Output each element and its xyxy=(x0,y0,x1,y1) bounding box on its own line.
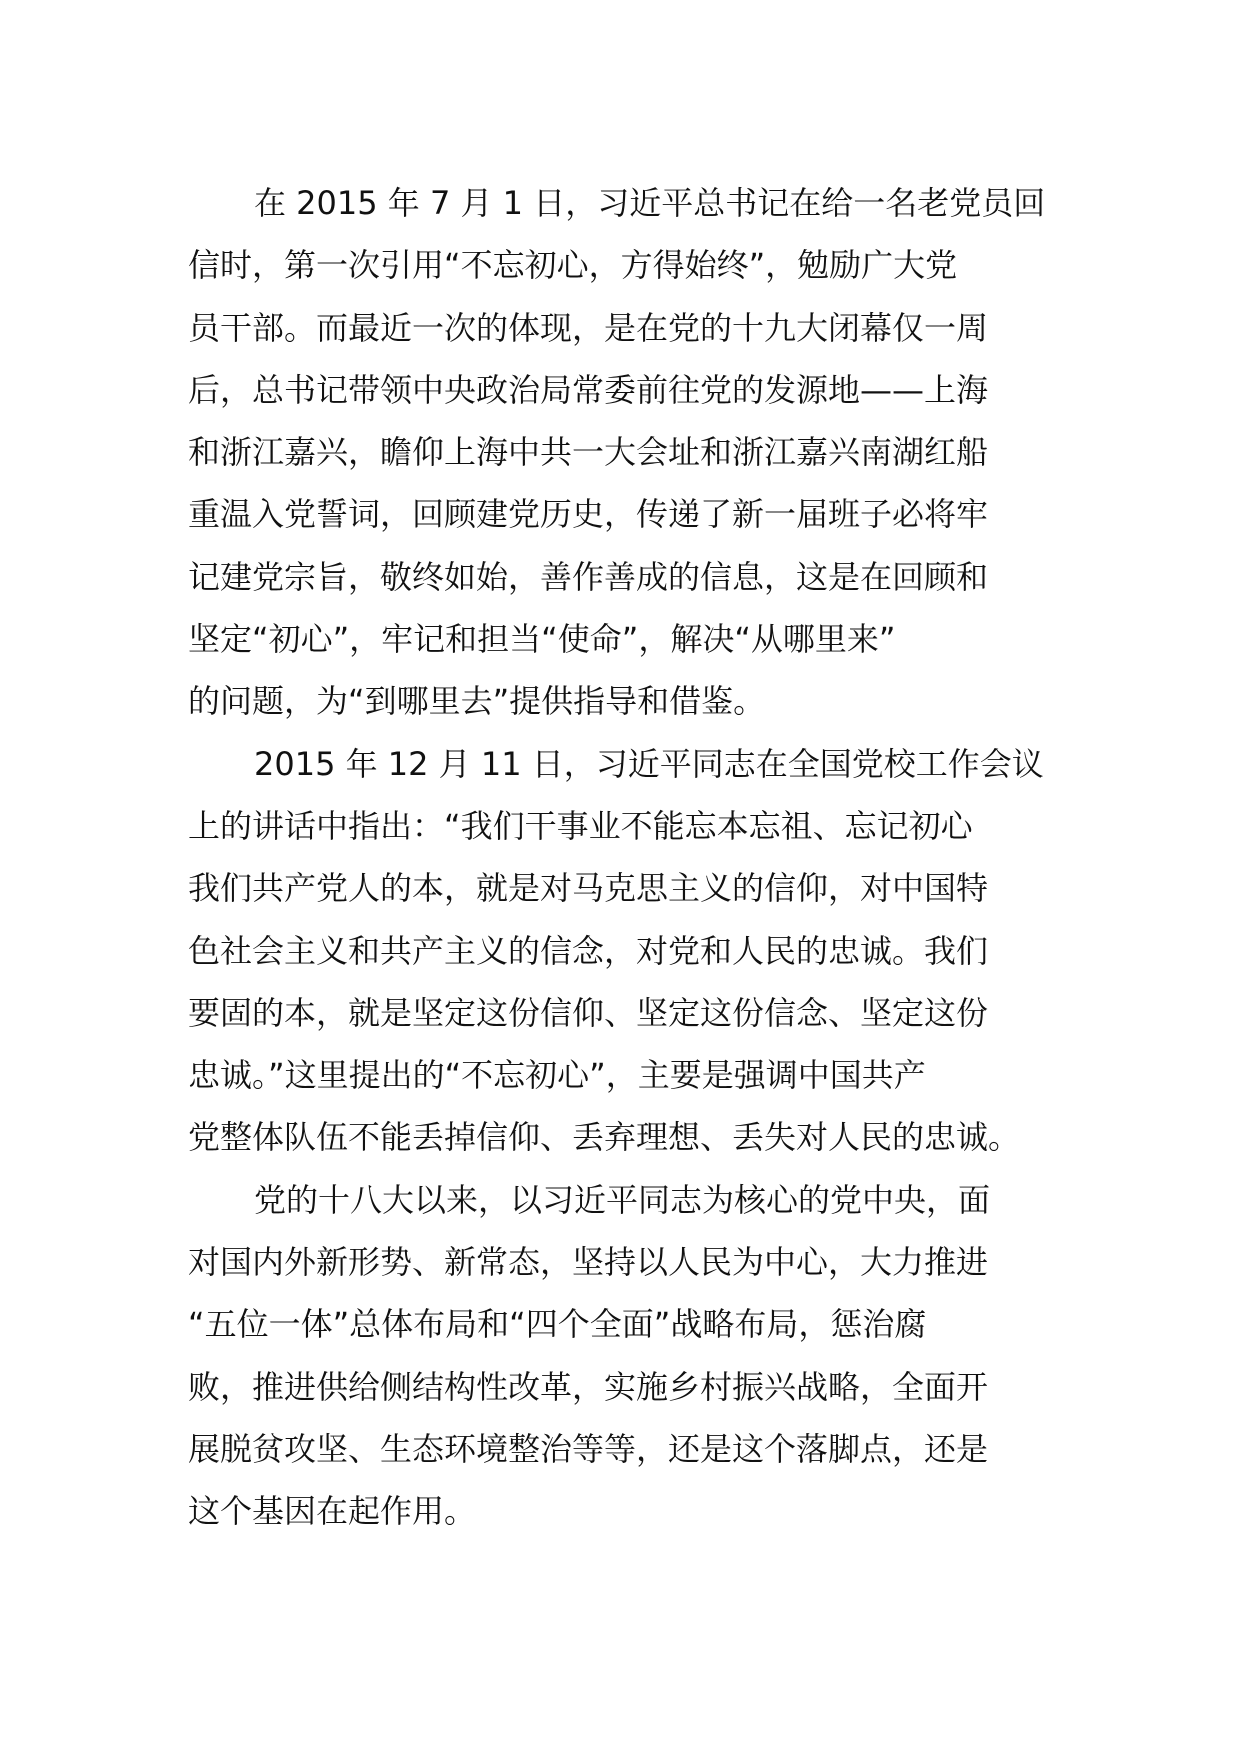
text-line: 和浙江嘉兴，瞻仰上海中共一大会址和浙江嘉兴南湖红船 xyxy=(188,433,989,472)
text-line: 2015 年 12 月 11 日，习近平同志在全国党校工作会议 xyxy=(254,744,1044,783)
text-line: 记建党宗旨，敬终如始，善作善成的信息，这是在回顾和 xyxy=(188,557,989,596)
text-line: 信时，第一次引用“不忘初心，方得始终”，勉励广大党 xyxy=(188,246,958,285)
document-body xyxy=(188,172,1058,1543)
text-line: 坚定“初心”，牢记和担当“使命”，解决“从哪里来” xyxy=(188,620,896,659)
text-line: 重温入党誓词，回顾建党历史，传递了新一届班子必将牢 xyxy=(188,495,989,534)
text-line: “五位一体”总体布局和“四个全面”战略布局，惩治腐 xyxy=(188,1305,927,1344)
text-line: 党整体队伍不能丢掉信仰、丢弃理想、丢失对人民的忠诚。 xyxy=(188,1118,1021,1157)
paragraph-1 xyxy=(188,172,1058,733)
text-line: 要固的本，就是坚定这份信仰、坚定这份信念、坚定这份 xyxy=(188,993,989,1032)
text-line: 上的讲话中指出：“我们干事业不能忘本忘祖、忘记初心 xyxy=(188,806,973,845)
paragraph-3 xyxy=(188,1169,1058,1543)
text-line: 展脱贫攻坚、生态环境整治等等，还是这个落脚点，还是 xyxy=(188,1429,989,1468)
text-line: 员干部。而最近一次的体现，是在党的十九大闭幕仅一周 xyxy=(188,308,989,347)
paragraph-2 xyxy=(188,733,1058,1169)
text-line: 色社会主义和共产主义的信念，对党和人民的忠诚。我们 xyxy=(188,931,989,970)
text-line: 后，总书记带领中央政治局常委前往党的发源地——上海 xyxy=(188,370,989,409)
text-line: 我们共产党人的本，就是对马克思主义的信仰，对中国特 xyxy=(188,869,989,908)
text-line: 的问题，为“到哪里去”提供指导和借鉴。 xyxy=(188,682,766,721)
text-line: 败，推进供给侧结构性改革，实施乡村振兴战略，全面开 xyxy=(188,1367,989,1406)
text-line: 忠诚。”这里提出的“不忘初心”，主要是强调中国共产 xyxy=(188,1056,926,1095)
text-line: 这个基因在起作用。 xyxy=(188,1492,477,1531)
text-line: 对国内外新形势、新常态，坚持以人民为中心，大力推进 xyxy=(188,1243,989,1282)
text-line: 在 2015 年 7 月 1 日，习近平总书记在给一名老党员回 xyxy=(254,184,1046,222)
text-line: 党的十八大以来，以习近平同志为核心的党中央，面 xyxy=(254,1180,991,1219)
